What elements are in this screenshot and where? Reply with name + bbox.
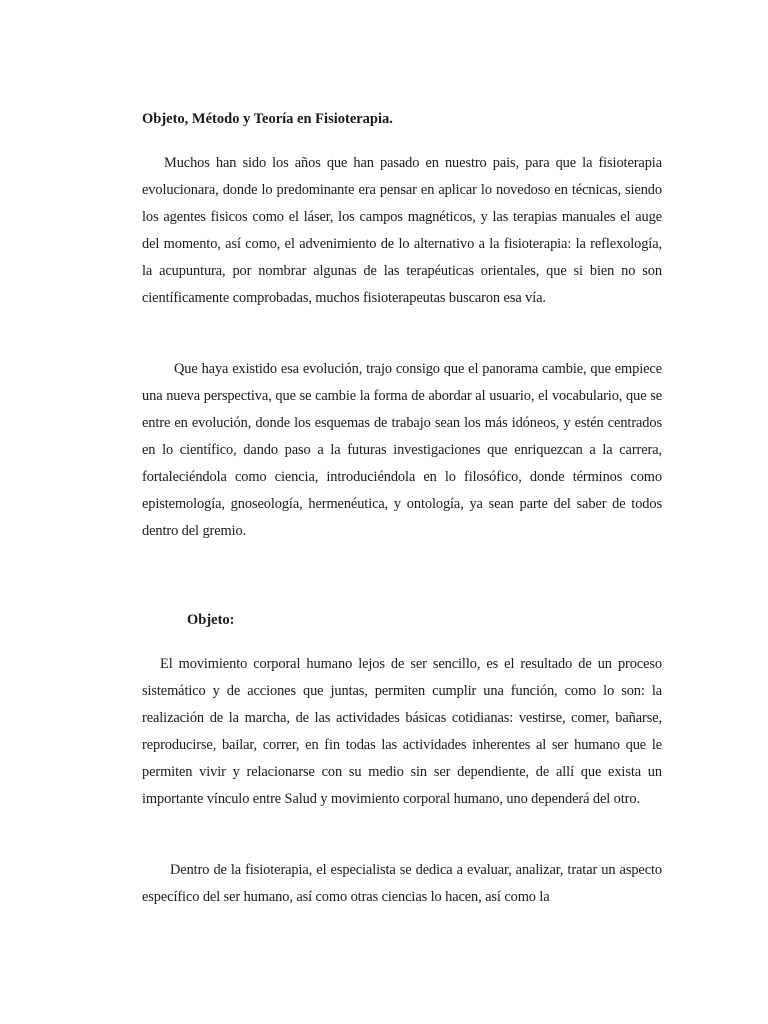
intro-paragraph-2: Que haya existido esa evolución, trajo consigo que el panorama cambie, que empiece una nueva perspectiva, que se cambie la forma de abordar al usuario, el vocabulario, que se entre en evolución, donde los esquemas de trabajo sean los más idóneos, y estén centrados en lo científico, dando paso a la futuras investigaciones que enriquezcan a la carrera, fortaleciéndola como ciencia, introduciéndola en lo filosófico, donde términos como epistemología, gnoseología, hermenéutica, y ontología, ya sean parte del saber de todos dentro del gremio. — [142, 361, 662, 539]
document-title: Objeto, Método y Teoría en Fisioterapia. — [142, 111, 393, 127]
section-heading-objeto: Objeto: — [187, 612, 235, 628]
section-paragraph-1: El movimiento corporal humano lejos de ser sencillo, es el resultado de un proceso sistemático y de acciones que juntas, permiten cumplir una función, como lo son: la realización de la marcha, de las actividades básicas cotidianas: vestirse, comer, bañarse, reproducirse, bailar, correr, en fin todas las actividades inherentes al ser humano que le permiten vivir y relacionarse con su medio sin ser dependiente, de allí que exista un importante vínculo entre Salud y movimiento corporal humano, uno dependerá del otro. — [142, 656, 662, 807]
section-paragraph-2: Dentro de la fisioterapia, el especialista se dedica a evaluar, analizar, tratar un aspecto específico del ser humano, así como otras ciencias lo hacen, así como la — [142, 862, 662, 905]
intro-paragraph-1: Muchos han sido los años que han pasado en nuestro pais, para que la fisioterapia evolucionara, donde lo predominante era pensar en aplicar lo novedoso en técnicas, siendo los agentes fisicos como el láser, los campos magnéticos, y las terapias manuales el auge del momento, así como, el advenimiento de lo alternativo a la fisioterapia: la reflexología, la acupuntura, por nombrar algunas de las terapéuticas orientales, que si bien no son científicamente comprobadas, muchos fisioterapeutas buscaron esa vía. — [142, 155, 662, 306]
